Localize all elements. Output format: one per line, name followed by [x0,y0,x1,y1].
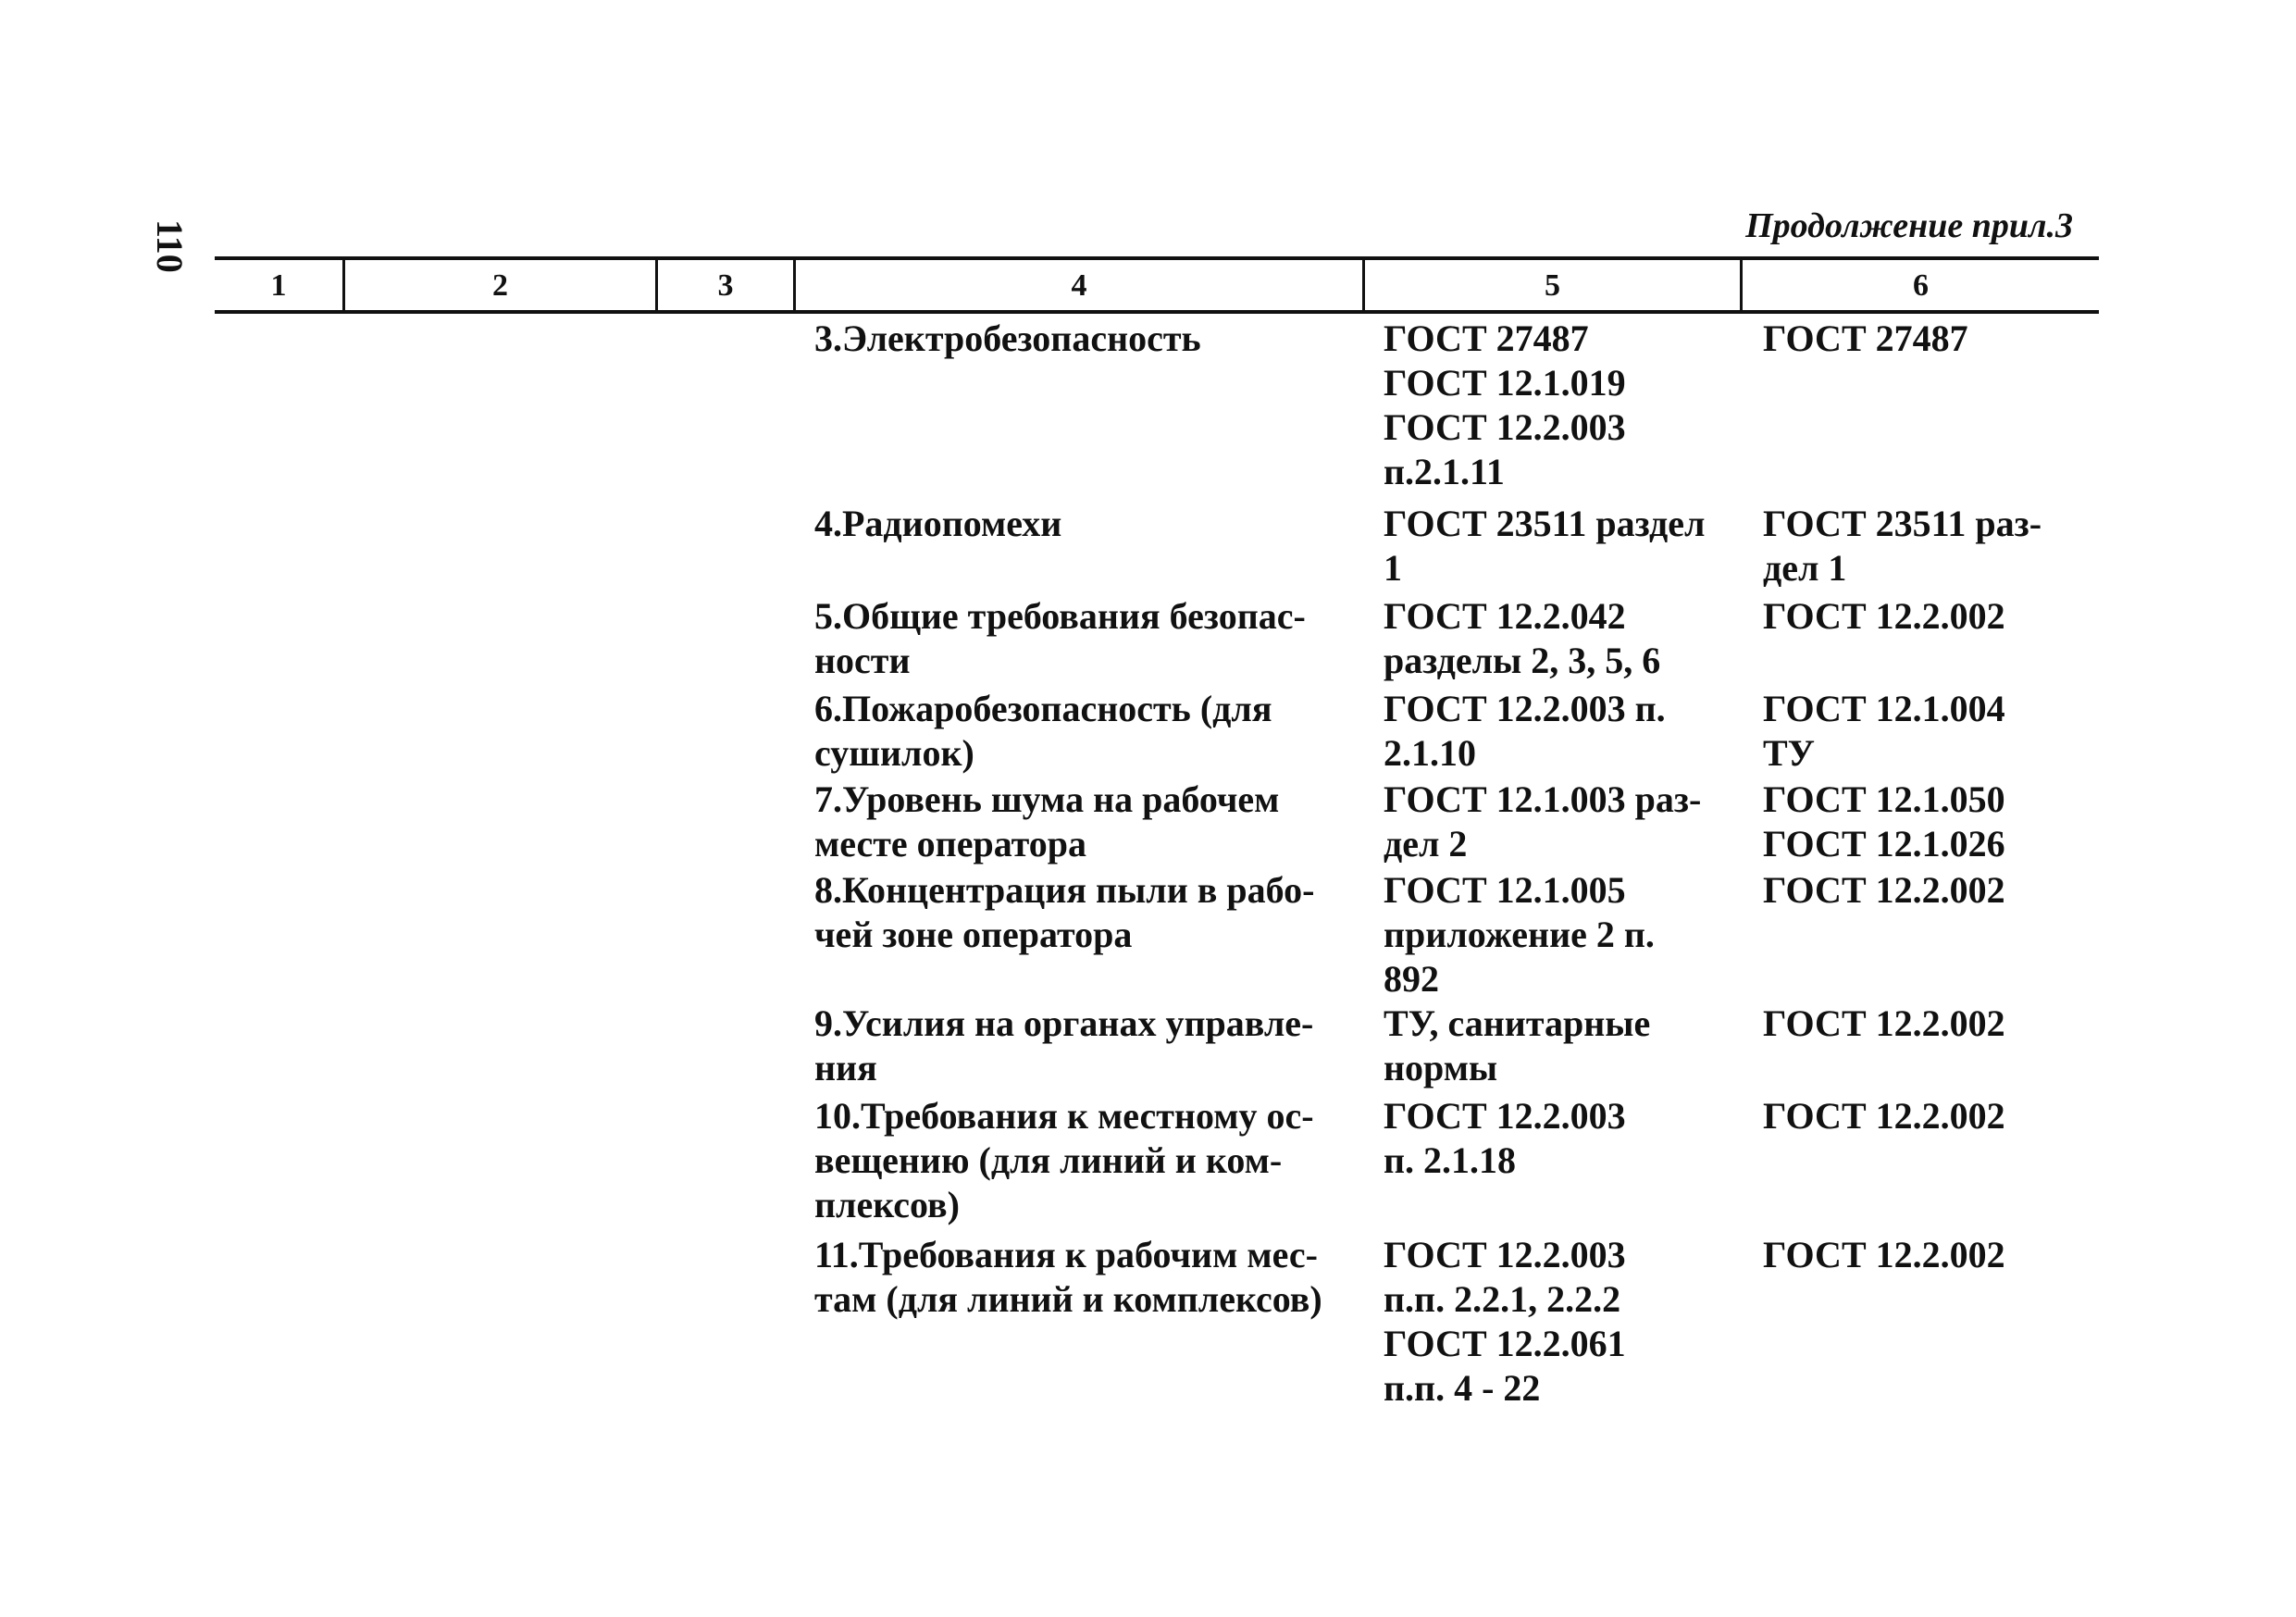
table-header-rule [215,310,2099,314]
method-standard-cell: ГОСТ 27487 ГОСТ 12.1.019 ГОСТ 12.2.003 п.2.1.11 [1384,317,1626,492]
column-number: 4 [1071,268,1087,303]
method-standard-cell: ГОСТ 12.2.003 п.п. 2.2.1, 2.2.2 ГОСТ 12.2.061 п.п. 4 - 22 [1384,1234,1626,1409]
method-standard-cell: ГОСТ 23511 раздел 1 [1384,503,1706,589]
table-top-rule [215,256,2099,260]
requirement-cell: 5.Общие требования безопас- ности [814,595,1306,681]
table-caption: Продолжение прил.3 [1745,206,2073,245]
method-standard-cell: ГОСТ 12.2.003 п. 2.1.10 [1384,688,1666,774]
column-number: 5 [1545,268,1560,303]
column-number: 2 [492,268,508,303]
method-standard-cell: ГОСТ 12.1.005 приложение 2 п. 892 [1384,869,1655,1000]
requirement-cell: 4.Радиопомехи [814,503,1062,544]
requirement-cell: 6.Пожаробезопасность (для сушилок) [814,688,1272,774]
reference-standard-cell: ГОСТ 12.2.002 [1763,595,2005,637]
reference-standard-cell: ГОСТ 23511 раз- дел 1 [1763,503,2042,589]
requirement-cell: 3.Электробезопасность [814,317,1201,359]
reference-standard-cell: ГОСТ 27487 [1763,317,1968,359]
method-standard-cell: ГОСТ 12.2.042 разделы 2, 3, 5, 6 [1384,595,1661,681]
reference-standard-cell: ГОСТ 12.1.050 ГОСТ 12.1.026 [1763,778,2005,864]
method-standard-cell: ГОСТ 12.2.003 п. 2.1.18 [1384,1095,1626,1181]
requirement-cell: 10.Требования к местному ос- вещению (для линий и ком- плексов) [814,1095,1314,1225]
requirement-cell: 8.Концентрация пыли в рабо- чей зоне оператора [814,869,1315,955]
method-standard-cell: ГОСТ 12.1.003 раз- дел 2 [1384,778,1702,864]
method-standard-cell: ТУ, санитарные нормы [1384,1002,1651,1088]
requirement-cell: 11.Требования к рабочим мес- там (для линий и комплексов) [814,1234,1322,1320]
reference-standard-cell: ГОСТ 12.2.002 [1763,1234,2005,1275]
reference-standard-cell: ГОСТ 12.2.002 [1763,1095,2005,1137]
column-number: 3 [717,268,734,303]
reference-standard-cell: ГОСТ 12.2.002 [1763,1002,2005,1044]
column-number: 1 [270,268,287,303]
page-number: 110 [149,219,191,273]
reference-standard-cell: ГОСТ 12.1.004 ТУ [1763,688,2005,774]
column-number: 6 [1913,268,1929,303]
requirement-cell: 7.Уровень шума на рабочем месте оператора [814,778,1280,864]
requirement-cell: 9.Усилия на органах управле- ния [814,1002,1314,1088]
reference-standard-cell: ГОСТ 12.2.002 [1763,869,2005,911]
